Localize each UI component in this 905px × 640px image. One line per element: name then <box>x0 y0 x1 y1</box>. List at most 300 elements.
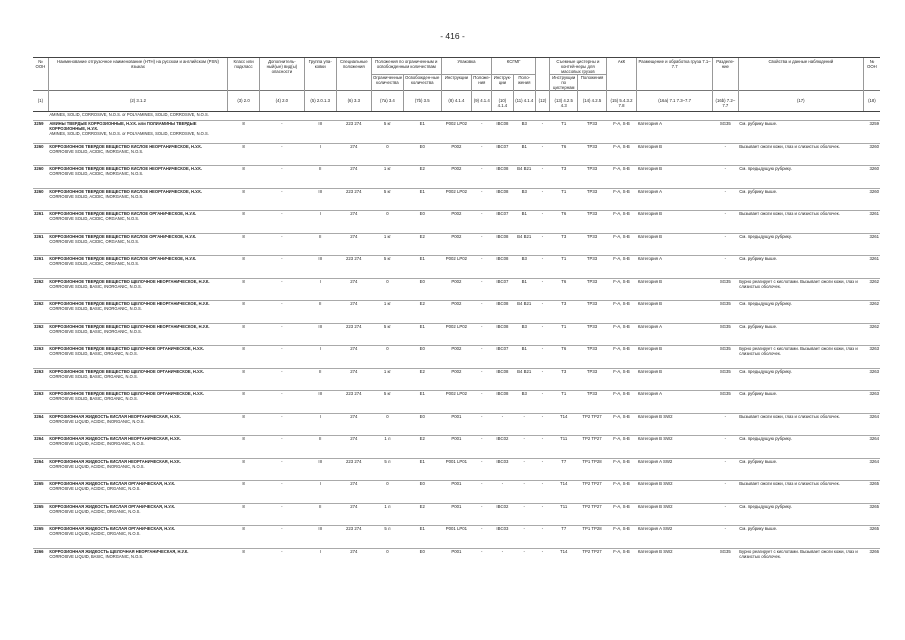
header-col12 <box>535 58 549 91</box>
un-number: 3264 <box>33 413 48 436</box>
limited-quantity: 1 кг <box>372 166 404 189</box>
header-limited-qty: Ограниченные количества <box>372 75 404 91</box>
name-russian: КОРРОЗИОННОЕ ТВЕРДОЕ ВЕЩЕСТВО ЩЕЛОЧНОЕ НЕОРГАНИЧЕСКОЕ, Н.У.К. <box>49 278 210 284</box>
packing-group: I <box>304 413 336 436</box>
subsidiary-risk: - <box>259 166 304 189</box>
tank-instruction: T11 <box>550 503 578 526</box>
table-row <box>33 458 880 481</box>
un-number-right: 3260 <box>863 143 880 166</box>
un-number-right: 3265 <box>863 481 880 504</box>
packing-group: III <box>304 526 336 549</box>
substance-name <box>48 143 227 166</box>
segregation: SG35 <box>712 323 738 346</box>
ems-code: F-A, S-B <box>606 413 637 436</box>
name-russian: КОРРОЗИОННОЕ ТВЕРДОЕ ВЕЩЕСТВО КИСЛОЕ ОРГАНИЧЕСКОЕ, Н.У.К. <box>49 256 197 261</box>
segregation: - <box>712 526 738 549</box>
ems-code: F-A, S-B <box>606 436 637 459</box>
subsidiary-risk: - <box>259 368 304 391</box>
tank-instruction: T14 <box>550 481 578 504</box>
excepted-quantity: E1 <box>403 526 441 549</box>
packing-provision: - <box>472 548 492 570</box>
segregation: - <box>712 413 738 436</box>
special-provisions: 274 <box>336 481 371 504</box>
stowage: Категория A <box>637 188 712 211</box>
special-provisions: 274 <box>336 413 371 436</box>
substance-name <box>48 458 227 481</box>
un-number: 3265 <box>33 481 48 504</box>
subsidiary-risk: - <box>259 233 304 256</box>
name-english: CORROSIVE LIQUID, ACIDIC, INORGANIC, N.O.S. <box>49 463 145 469</box>
class: 8 <box>228 143 260 166</box>
limited-quantity: 1 кг <box>372 368 404 391</box>
properties: См. предыдущую рубрику. <box>738 301 863 324</box>
un-number-right: 3264 <box>863 458 880 481</box>
substance-name <box>48 503 227 526</box>
segregation: SG35 <box>712 346 738 369</box>
un-number-right: 3260 <box>863 166 880 189</box>
segregation: SG35 <box>712 121 738 144</box>
packing-group: II <box>304 436 336 459</box>
stowage: Категория B SW2 <box>637 481 712 504</box>
col12-cell: - <box>535 121 549 144</box>
class: 8 <box>228 436 260 459</box>
un-number: 3260 <box>33 188 48 211</box>
name-russian: КОРРОЗИОННОЕ ТВЕРДОЕ ВЕЩЕСТВО КИСЛОЕ НЕОРГАНИЧЕСКОЕ, Н.У.К. <box>49 188 202 194</box>
tank-provision: TP33 <box>578 188 606 211</box>
limited-quantity: 5 кг <box>372 188 404 211</box>
properties: См. рубрику выше. <box>738 458 863 481</box>
column-number: (3) 2.0 <box>228 91 260 112</box>
tank-instruction: T1 <box>550 188 578 211</box>
substance-name <box>48 166 227 189</box>
ibc-provision: - <box>513 436 535 459</box>
properties: См. рубрику выше. <box>738 391 863 414</box>
un-number-right: 3263 <box>863 368 880 391</box>
packing-provision: - <box>472 233 492 256</box>
table-row <box>33 346 880 369</box>
packing-group: I <box>304 346 336 369</box>
name-russian: КОРРОЗИОННОЕ ТВЕРДОЕ ВЕЩЕСТВО КИСЛОЕ ОРГАНИЧЕСКОЕ, Н.У.К. <box>49 211 197 216</box>
excepted-quantity: E2 <box>403 368 441 391</box>
properties: См. рубрику выше. <box>738 526 863 549</box>
name-english: CORROSIVE SOLID, BASIC, ORGANIC, N.O.S. <box>49 351 138 356</box>
packing-provision: - <box>472 346 492 369</box>
col12-cell: - <box>535 458 549 481</box>
packing-provision: - <box>472 436 492 459</box>
table-row <box>33 548 880 570</box>
packing-instruction: P001 LP01 <box>441 458 472 481</box>
packing-provision: - <box>472 143 492 166</box>
ibc-instruction: IBC08 <box>492 391 513 414</box>
packing-group: I <box>304 481 336 504</box>
name-english: CORROSIVE SOLID, ACIDIC, ORGANIC, N.O.S. <box>49 238 140 244</box>
class: 8 <box>228 391 260 414</box>
ibc-provision: B3 <box>513 323 535 346</box>
un-number: 3260 <box>33 166 48 189</box>
class: 8 <box>228 346 260 369</box>
stowage: Категория B <box>637 143 712 166</box>
column-number: (13) 4.2.5 4.3 <box>550 91 578 112</box>
excepted-quantity: E2 <box>403 436 441 459</box>
header-ibc-provisions: Поло-жения <box>513 75 535 91</box>
packing-provision: - <box>472 166 492 189</box>
name-english: CORROSIVE SOLID, ACIDIC, ORGANIC, N.O.S. <box>49 216 140 221</box>
un-number: 3262 <box>33 301 48 324</box>
col12-cell: - <box>535 166 549 189</box>
packing-instruction: P002 LP02 <box>441 391 472 414</box>
substance-name <box>48 323 227 346</box>
un-number-right: 3263 <box>863 391 880 414</box>
header-ems: АкК <box>606 58 637 91</box>
limited-quantity: 5 кг <box>372 391 404 414</box>
ibc-instruction: IBC08 <box>492 301 513 324</box>
segregation: - <box>712 188 738 211</box>
ems-code: F-A, S-B <box>606 301 637 324</box>
column-number: (1) <box>33 91 48 112</box>
header-quantities: Положения по ограниченным и освобожденным количествам <box>372 58 442 75</box>
ems-code: F-A, S-B <box>606 548 637 570</box>
table-row <box>33 143 880 166</box>
packing-instruction: P001 <box>441 413 472 436</box>
col12-cell: - <box>535 323 549 346</box>
stowage: Категория B <box>637 166 712 189</box>
header-excepted-qty: Освобожден-ные количества <box>403 75 441 91</box>
un-number: 3264 <box>33 458 48 481</box>
subsidiary-risk: - <box>259 413 304 436</box>
header-packing: Упаковка <box>441 58 492 75</box>
segregation: SG35 <box>712 548 738 570</box>
packing-group: II <box>304 233 336 256</box>
ibc-instruction: IBC02 <box>492 436 513 459</box>
ibc-provision: B4 B21 <box>513 368 535 391</box>
col12-cell: - <box>535 301 549 324</box>
class: 8 <box>228 503 260 526</box>
excepted-quantity: E0 <box>403 143 441 166</box>
packing-instruction: P001 <box>441 548 472 570</box>
limited-quantity: 5 л <box>372 526 404 549</box>
class: 8 <box>228 188 260 211</box>
column-number: (4) 2.0 <box>259 91 304 112</box>
limited-quantity: 0 <box>372 346 404 369</box>
stowage: Категория B <box>637 233 712 256</box>
un-number-right: 3260 <box>863 188 880 211</box>
packing-provision: - <box>472 278 492 301</box>
un-number-right: 3261 <box>863 211 880 234</box>
tank-provision: TP33 <box>578 166 606 189</box>
table-row <box>33 481 880 504</box>
special-provisions: 274 <box>336 166 371 189</box>
column-number: (5) 2.0.1.3 <box>304 91 336 112</box>
un-number-right: 3262 <box>863 278 880 301</box>
special-provisions: 223 274 <box>336 391 371 414</box>
ibc-provision: B3 <box>513 121 535 144</box>
name-russian: КОРРОЗИОННАЯ ЖИДКОСТЬ КИСЛАЯ ОРГАНИЧЕСКАЯ, Н.У.К. <box>49 526 176 531</box>
packing-instruction: P002 <box>441 143 472 166</box>
table-row <box>33 413 880 436</box>
name-english: CORROSIVE SOLID, ACIDIC, ORGANIC, N.O.S. <box>49 261 140 266</box>
tank-instruction: T1 <box>550 121 578 144</box>
ibc-instruction: - <box>492 548 513 570</box>
un-number: 3266 <box>33 548 48 570</box>
col12-cell: - <box>535 526 549 549</box>
un-number-right: 3265 <box>863 526 880 549</box>
stowage: Категория B <box>637 211 712 234</box>
name-english: CORROSIVE LIQUID, ACIDIC, ORGANIC, N.O.S. <box>49 486 141 491</box>
subsidiary-risk: - <box>259 526 304 549</box>
stowage: Категория A <box>637 121 712 144</box>
packing-group: II <box>304 301 336 324</box>
special-provisions: 274 <box>336 436 371 459</box>
packing-provision: - <box>472 121 492 144</box>
excepted-quantity: E2 <box>403 503 441 526</box>
packing-provision: - <box>472 188 492 211</box>
header-tank-instructions: Инструкции по цистернам <box>550 75 578 91</box>
ems-code: F-A, S-B <box>606 458 637 481</box>
packing-instruction: P001 <box>441 481 472 504</box>
packing-instruction: P001 <box>441 503 472 526</box>
col12-cell: - <box>535 188 549 211</box>
header-un-no: № ООН <box>33 58 48 91</box>
ems-code: F-A, S-B <box>606 188 637 211</box>
properties: См. рубрику выше. <box>738 256 863 279</box>
tank-instruction: T14 <box>550 548 578 570</box>
stowage: Категория B <box>637 346 712 369</box>
packing-instruction: P002 <box>441 166 472 189</box>
limited-quantity: 1 л <box>372 436 404 459</box>
ems-code: F-A, S-B <box>606 256 637 279</box>
substance-name <box>48 256 227 279</box>
col12-cell: - <box>535 278 549 301</box>
ems-code: F-A, S-B <box>606 503 637 526</box>
tank-provision: TP1 TP28 <box>578 458 606 481</box>
segregation: SG35 <box>712 391 738 414</box>
ibc-provision: - <box>513 413 535 436</box>
limited-quantity: 0 <box>372 211 404 234</box>
substance-name <box>48 278 227 301</box>
packing-group: III <box>304 458 336 481</box>
un-number: 3264 <box>33 436 48 459</box>
tank-provision: TP2 TP27 <box>578 413 606 436</box>
subsidiary-risk: - <box>259 481 304 504</box>
column-number: (6) 3.3 <box>336 91 371 112</box>
stowage: Категория A SW2 <box>637 526 712 549</box>
un-number-right: 3266 <box>863 548 880 570</box>
column-number: (7b) 3.5 <box>403 91 441 112</box>
un-number: 3262 <box>33 323 48 346</box>
un-number-right: 3264 <box>863 436 880 459</box>
ibc-instruction: IBC08 <box>492 233 513 256</box>
tank-instruction: T6 <box>550 143 578 166</box>
column-number: (17) <box>738 91 863 112</box>
tank-instruction: T6 <box>550 278 578 301</box>
ems-code: F-A, S-B <box>606 391 637 414</box>
col12-cell: - <box>535 233 549 256</box>
ems-code: F-A, S-B <box>606 121 637 144</box>
table-row <box>33 121 880 144</box>
excepted-quantity: E0 <box>403 481 441 504</box>
tank-provision: TP33 <box>578 368 606 391</box>
substance-name <box>48 391 227 414</box>
header-special-provisions: Специальные положения <box>336 58 371 91</box>
special-provisions: 223 274 <box>336 323 371 346</box>
properties: Вызывает ожоги кожи, глаз и слизистых оболочек. <box>738 211 863 234</box>
packing-group: I <box>304 548 336 570</box>
stowage: Категория B SW2 <box>637 503 712 526</box>
class: 8 <box>228 481 260 504</box>
col12-cell: - <box>535 391 549 414</box>
substance-name <box>48 121 227 144</box>
properties: См. рубрику выше. <box>738 188 863 211</box>
tank-provision: TP33 <box>578 233 606 256</box>
tank-instruction: T3 <box>550 233 578 256</box>
excepted-quantity: E0 <box>403 346 441 369</box>
stowage: Категория A <box>637 256 712 279</box>
subsidiary-risk: - <box>259 323 304 346</box>
col12-cell: - <box>535 481 549 504</box>
tank-provision: TP33 <box>578 256 606 279</box>
properties: См. предыдущую рубрику. <box>738 166 863 189</box>
special-provisions: 274 <box>336 548 371 570</box>
ibc-provision: B4 B21 <box>513 301 535 324</box>
limited-quantity: 1 кг <box>372 301 404 324</box>
segregation: - <box>712 503 738 526</box>
special-provisions: 223 274 <box>336 121 371 144</box>
limited-quantity: 0 <box>372 548 404 570</box>
table-row <box>33 256 880 279</box>
header-segregation: Разделе-ние <box>712 58 738 91</box>
name-english: CORROSIVE SOLID, ACIDIC, INORGANIC, N.O.S. <box>49 193 144 199</box>
header-ibc-instructions: Инструк-ции <box>492 75 513 91</box>
tank-provision: TP33 <box>578 278 606 301</box>
name-russian: КОРРОЗИОННАЯ ЖИДКОСТЬ КИСЛАЯ ОРГАНИЧЕСКАЯ, Н.У.К. <box>49 503 176 509</box>
name-russian: КОРРОЗИОННОЕ ТВЕРДОЕ ВЕЩЕСТВО ЩЕЛОЧНОЕ НЕОРГАНИЧЕСКОЕ, Н.У.К. <box>49 301 210 306</box>
name-russian: КОРРОЗИОННОЕ ТВЕРДОЕ ВЕЩЕСТВО ЩЕЛОЧНОЕ ОРГАНИЧЕСКОЕ, Н.У.К. <box>49 368 204 374</box>
subsidiary-risk: - <box>259 391 304 414</box>
packing-instruction: P002 LP02 <box>441 256 472 279</box>
subsidiary-risk: - <box>259 436 304 459</box>
ibc-instruction: - <box>492 481 513 504</box>
table-row <box>33 503 880 526</box>
packing-group: I <box>304 143 336 166</box>
class: 8 <box>228 413 260 436</box>
excepted-quantity: E1 <box>403 256 441 279</box>
ibc-instruction: IBC07 <box>492 211 513 234</box>
un-number-right: 3261 <box>863 233 880 256</box>
packing-group: II <box>304 166 336 189</box>
ibc-provision: - <box>513 503 535 526</box>
un-number: 3260 <box>33 143 48 166</box>
segregation: - <box>712 436 738 459</box>
column-number: (16a) 7.1 7.3–7.7 <box>637 91 712 112</box>
col12-cell: - <box>535 346 549 369</box>
header-subsidiary-risk: Дополнитель-ный(ые) вид(ы) опасности <box>259 58 304 91</box>
ibc-provision: - <box>513 526 535 549</box>
packing-instruction: P002 <box>441 368 472 391</box>
col12-cell: - <box>535 211 549 234</box>
un-number-right: 3263 <box>863 346 880 369</box>
class: 8 <box>228 166 260 189</box>
class: 8 <box>228 368 260 391</box>
un-number: 3261 <box>33 211 48 234</box>
name-russian: КОРРОЗИОННОЕ ТВЕРДОЕ ВЕЩЕСТВО ЩЕЛОЧНОЕ ОРГАНИЧЕСКОЕ, Н.У.К. <box>49 346 204 351</box>
ems-code: F-A, S-B <box>606 526 637 549</box>
substance-name <box>48 188 227 211</box>
ibc-provision: B3 <box>513 391 535 414</box>
column-number: (18) <box>863 91 880 112</box>
substance-name <box>48 526 227 549</box>
ibc-instruction: IBC08 <box>492 121 513 144</box>
class: 8 <box>228 458 260 481</box>
segregation: - <box>712 458 738 481</box>
limited-quantity: 0 <box>372 413 404 436</box>
ibc-provision: B3 <box>513 256 535 279</box>
ibc-instruction: IBC07 <box>492 278 513 301</box>
segregation: SG35 <box>712 301 738 324</box>
tank-instruction: T14 <box>550 413 578 436</box>
excepted-quantity: E0 <box>403 548 441 570</box>
ems-code: F-A, S-B <box>606 481 637 504</box>
col12-cell: - <box>535 368 549 391</box>
col12-cell: - <box>535 436 549 459</box>
header-tank-provisions: Положения <box>578 75 606 91</box>
limited-quantity: 0 <box>372 143 404 166</box>
limited-quantity: 5 кг <box>372 121 404 144</box>
name-russian: КОРРОЗИОННОЕ ТВЕРДОЕ ВЕЩЕСТВО ЩЕЛОЧНОЕ НЕОРГАНИЧЕСКОЕ, Н.У.К. <box>49 323 210 329</box>
packing-provision: - <box>472 323 492 346</box>
name-english: CORROSIVE SOLID, BASIC, INORGANIC, N.O.S. <box>49 306 142 311</box>
packing-provision: - <box>472 368 492 391</box>
segregation: - <box>712 166 738 189</box>
un-number: 3261 <box>33 256 48 279</box>
ibc-provision: B4 B21 <box>513 166 535 189</box>
ibc-instruction: IBC02 <box>492 503 513 526</box>
packing-instruction: P002 LP02 <box>441 121 472 144</box>
un-number-right: 3262 <box>863 323 880 346</box>
ibc-provision: B1 <box>513 346 535 369</box>
column-numbers-row <box>33 91 880 112</box>
ibc-provision: B1 <box>513 211 535 234</box>
tank-instruction: T1 <box>550 391 578 414</box>
subsidiary-risk: - <box>259 121 304 144</box>
special-provisions: 274 <box>336 211 371 234</box>
tank-provision: TP2 TP27 <box>578 481 606 504</box>
packing-provision: - <box>472 481 492 504</box>
special-provisions: 274 <box>336 233 371 256</box>
header-packing-instructions: Инструкции <box>441 75 472 91</box>
substance-name <box>48 301 227 324</box>
packing-provision: - <box>472 503 492 526</box>
subsidiary-risk: - <box>259 458 304 481</box>
name-russian: КОРРОЗИОННОЕ ТВЕРДОЕ ВЕЩЕСТВО КИСЛОЕ НЕОРГАНИЧЕСКОЕ, Н.У.К. <box>49 166 202 171</box>
class: 8 <box>228 121 260 144</box>
stowage: Категория B <box>637 278 712 301</box>
ibc-provision: - <box>513 481 535 504</box>
excepted-quantity: E1 <box>403 391 441 414</box>
ems-code: F-A, S-B <box>606 323 637 346</box>
col12-cell: - <box>535 503 549 526</box>
ibc-instruction: IBC07 <box>492 346 513 369</box>
packing-provision: - <box>472 413 492 436</box>
table-row <box>33 211 880 234</box>
stowage: Категория B <box>637 368 712 391</box>
excepted-quantity: E0 <box>403 211 441 234</box>
stowage: Категория A <box>637 323 712 346</box>
substance-name <box>48 413 227 436</box>
properties: Бурно реагирует с кислотами. Вызывает ожоги кожи, глаз и слизистых оболочек. <box>738 346 863 369</box>
packing-instruction: P002 <box>441 233 472 256</box>
limited-quantity: 0 <box>372 481 404 504</box>
name-english: AMINES, SOLID, CORROSIVE, N.O.S. or POLYAMINES, SOLID, CORROSIVE, N.O.S. <box>49 131 209 136</box>
